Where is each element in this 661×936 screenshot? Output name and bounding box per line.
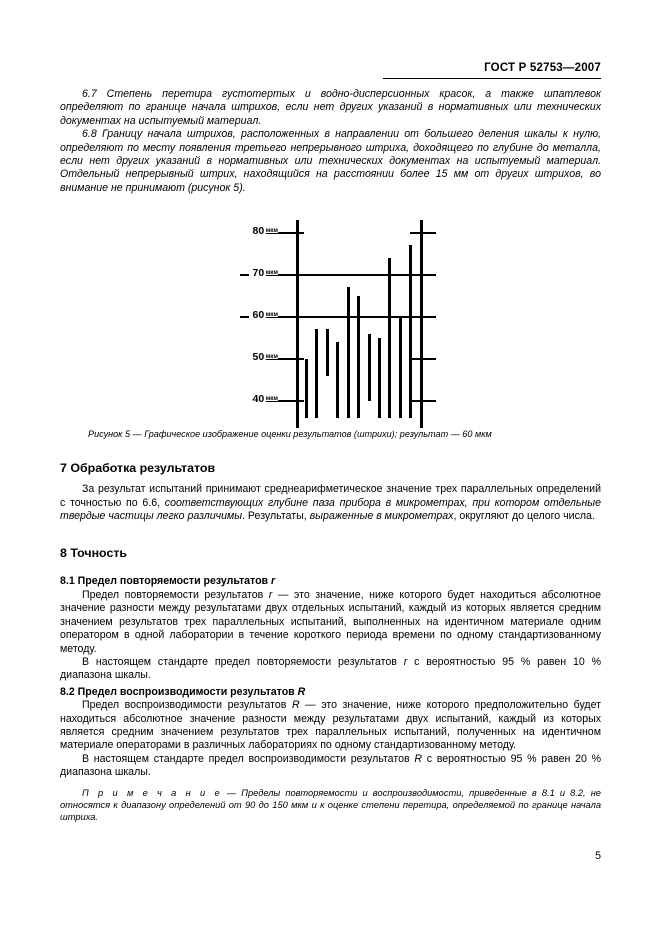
- tick-mark-left: [278, 358, 304, 360]
- gridline: [296, 316, 434, 318]
- paragraph-8-2-body: [60, 699, 601, 753]
- figure-caption: Рисунок 5 — Графическое изображение оценки результатов (штрихи); результат — 60 мкм: [88, 429, 492, 439]
- axis-tick-label: [248, 225, 278, 237]
- subsection-8-2-heading: [60, 686, 601, 699]
- page-number: 5: [595, 850, 601, 862]
- paragraph-8-1-body: [60, 589, 601, 656]
- spacer: [60, 780, 601, 787]
- axis-tick-unit: мкм: [265, 352, 278, 360]
- p81-variable-r: r: [268, 588, 273, 601]
- axis-tick-value: 40: [252, 392, 265, 405]
- p81b-variable-r: r: [403, 655, 408, 668]
- sub81-text: 8.1 Предел повторяемости результатов: [60, 575, 272, 588]
- spacer: [60, 447, 601, 461]
- p7-italic-1: соответствующих глубине паза прибора в микрометрах, при котором отдельные твердые частицы легко различимы: [60, 496, 601, 523]
- tick-mark-right: [410, 400, 436, 402]
- chart-stroke: [305, 359, 308, 418]
- spacer: [60, 523, 601, 546]
- chart-stroke: [399, 317, 402, 418]
- paragraph-8-2-limit: [60, 753, 601, 780]
- tick-mark-left: [278, 400, 304, 402]
- axis-tick-unit: мкм: [265, 310, 278, 318]
- sub82-text: 8.2 Предел воспроизводимости результатов: [60, 685, 298, 698]
- figure-5: [0, 214, 661, 436]
- chart-stroke: [409, 245, 412, 418]
- p82b-text-2: с вероятностью 95 % равен 20 % диапазона шкалы.: [60, 752, 602, 779]
- axis-left: [296, 220, 299, 428]
- chart-stroke: [326, 329, 329, 375]
- p82b-variable-R: R: [414, 752, 422, 765]
- axis-tick-value: 70: [252, 266, 265, 279]
- p7-text-3: , округляют до целого числа.: [453, 510, 595, 523]
- chart-stroke: [420, 224, 423, 418]
- spacer: [60, 476, 601, 483]
- chart-stroke: [368, 334, 371, 401]
- tick-mark-right: [410, 232, 436, 234]
- axis-tick-label: [248, 393, 278, 405]
- chart-stroke: [378, 338, 381, 418]
- axis-tick-label: [248, 309, 278, 321]
- axis-tick-unit: мкм: [265, 268, 278, 276]
- chart-stroke: [347, 287, 350, 417]
- chart-stroke: [357, 296, 360, 418]
- chart-stroke: [388, 258, 391, 418]
- tick-mark-right: [410, 358, 436, 360]
- p7-text-2: . Результаты,: [242, 510, 310, 523]
- p81-text-2: — это значение, ниже которого будет находиться абсолютное значение разности между результатами двух отдельных испытаний, каждый из которых является средним значением результатов трех параллельных испытаний, выполненных на идентичном материале одним оператором в одной лаборатории в течение короткого периода времени по одному стандартизованному методу.: [60, 588, 602, 655]
- axis-tick-label: [248, 267, 278, 279]
- page-header: ГОСТ Р 52753—2007: [484, 62, 601, 74]
- note-label: П р и м е ч а н и е: [82, 787, 222, 798]
- subsection-8-1-heading: [60, 575, 601, 588]
- section-7-heading: 7 Обработка результатов: [60, 461, 216, 476]
- p81b-text-1: В настоящем стандарте предел повторяемости результатов: [82, 655, 404, 668]
- paragraph-6-8: 6.8 Границу начала штрихов, расположенных в направлении от большего деления шкалы к нулю, определяют по месту появления третьего непрерывного штриха, доходящего по глубине до металла, если нет других указаний в нормативных или технических документах на испытуемый материал. Отдельный непрерывный штрих, находящийся на расстоянии более 15 мм от других штрихов, во внимание не принимают (рисунок 5).: [60, 128, 601, 194]
- note-text: — Пределы повторяемости и воспроизводимости, приведенные в 8.1 и 8.2, не относятся к диапазону определений от 90 до 150 мкм и к оценке степени перетира, определяемой по границе начала штриха.: [60, 787, 601, 823]
- axis-tick-label: [248, 351, 278, 363]
- p82-text-2: — это значение, ниже которого предположительно будет находиться абсолютное значение разности между результатами двух испытаний, каждый из которых является средним значением результатов трех параллельных испытаний, полученных на идентичном материале операторами в различных лабораториях по одному стандартизованному методу.: [60, 699, 601, 752]
- tick-mark-left: [278, 232, 304, 234]
- gridline: [296, 274, 434, 276]
- scratch-gauge-chart: [238, 214, 438, 436]
- chart-stroke: [336, 342, 339, 418]
- document-body: [60, 88, 601, 824]
- p7-text-1: За результат испытаний принимают среднеарифметическое значение трех параллельных определений с точностью по 6.6,: [60, 483, 601, 509]
- p81-text-1: Предел повторяемости результатов: [82, 588, 269, 601]
- sub81-variable-r: r: [271, 575, 276, 588]
- p82b-text-1: В настоящем стандарте предел воспроизводимости результатов: [82, 752, 415, 765]
- axis-tick-unit: мкм: [265, 394, 278, 402]
- paragraph-6-7: 6.7 Степень перетира густотертых и водно-дисперсионных красок, а также шпатлевок определяют по границе начала штрихов, если нет других указаний в нормативных или технических документах на испытуемый материал.: [60, 88, 601, 127]
- axis-tick-value: 60: [252, 308, 265, 321]
- axis-tick-unit: мкм: [265, 226, 278, 234]
- axis-tick-value: 50: [252, 350, 265, 363]
- header-rule: [383, 78, 601, 79]
- paragraph-7-body: [60, 483, 601, 523]
- spacer: [60, 561, 601, 575]
- p7-italic-2: выраженные в микрометрах: [309, 510, 454, 523]
- section-8-heading: 8 Точность: [60, 546, 128, 561]
- chart-stroke: [315, 329, 318, 417]
- paragraph-8-1-limit: [60, 656, 601, 683]
- p82-variable-R: R: [291, 699, 300, 712]
- p81b-text-2: с вероятностью 95 % равен 10 % диапазона шкалы.: [60, 655, 602, 682]
- note-paragraph: [60, 787, 601, 824]
- axis-tick-value: 80: [252, 224, 265, 237]
- p82-text-1: Предел воспроизводимости результатов: [82, 699, 292, 712]
- sub82-variable-R: R: [297, 685, 306, 698]
